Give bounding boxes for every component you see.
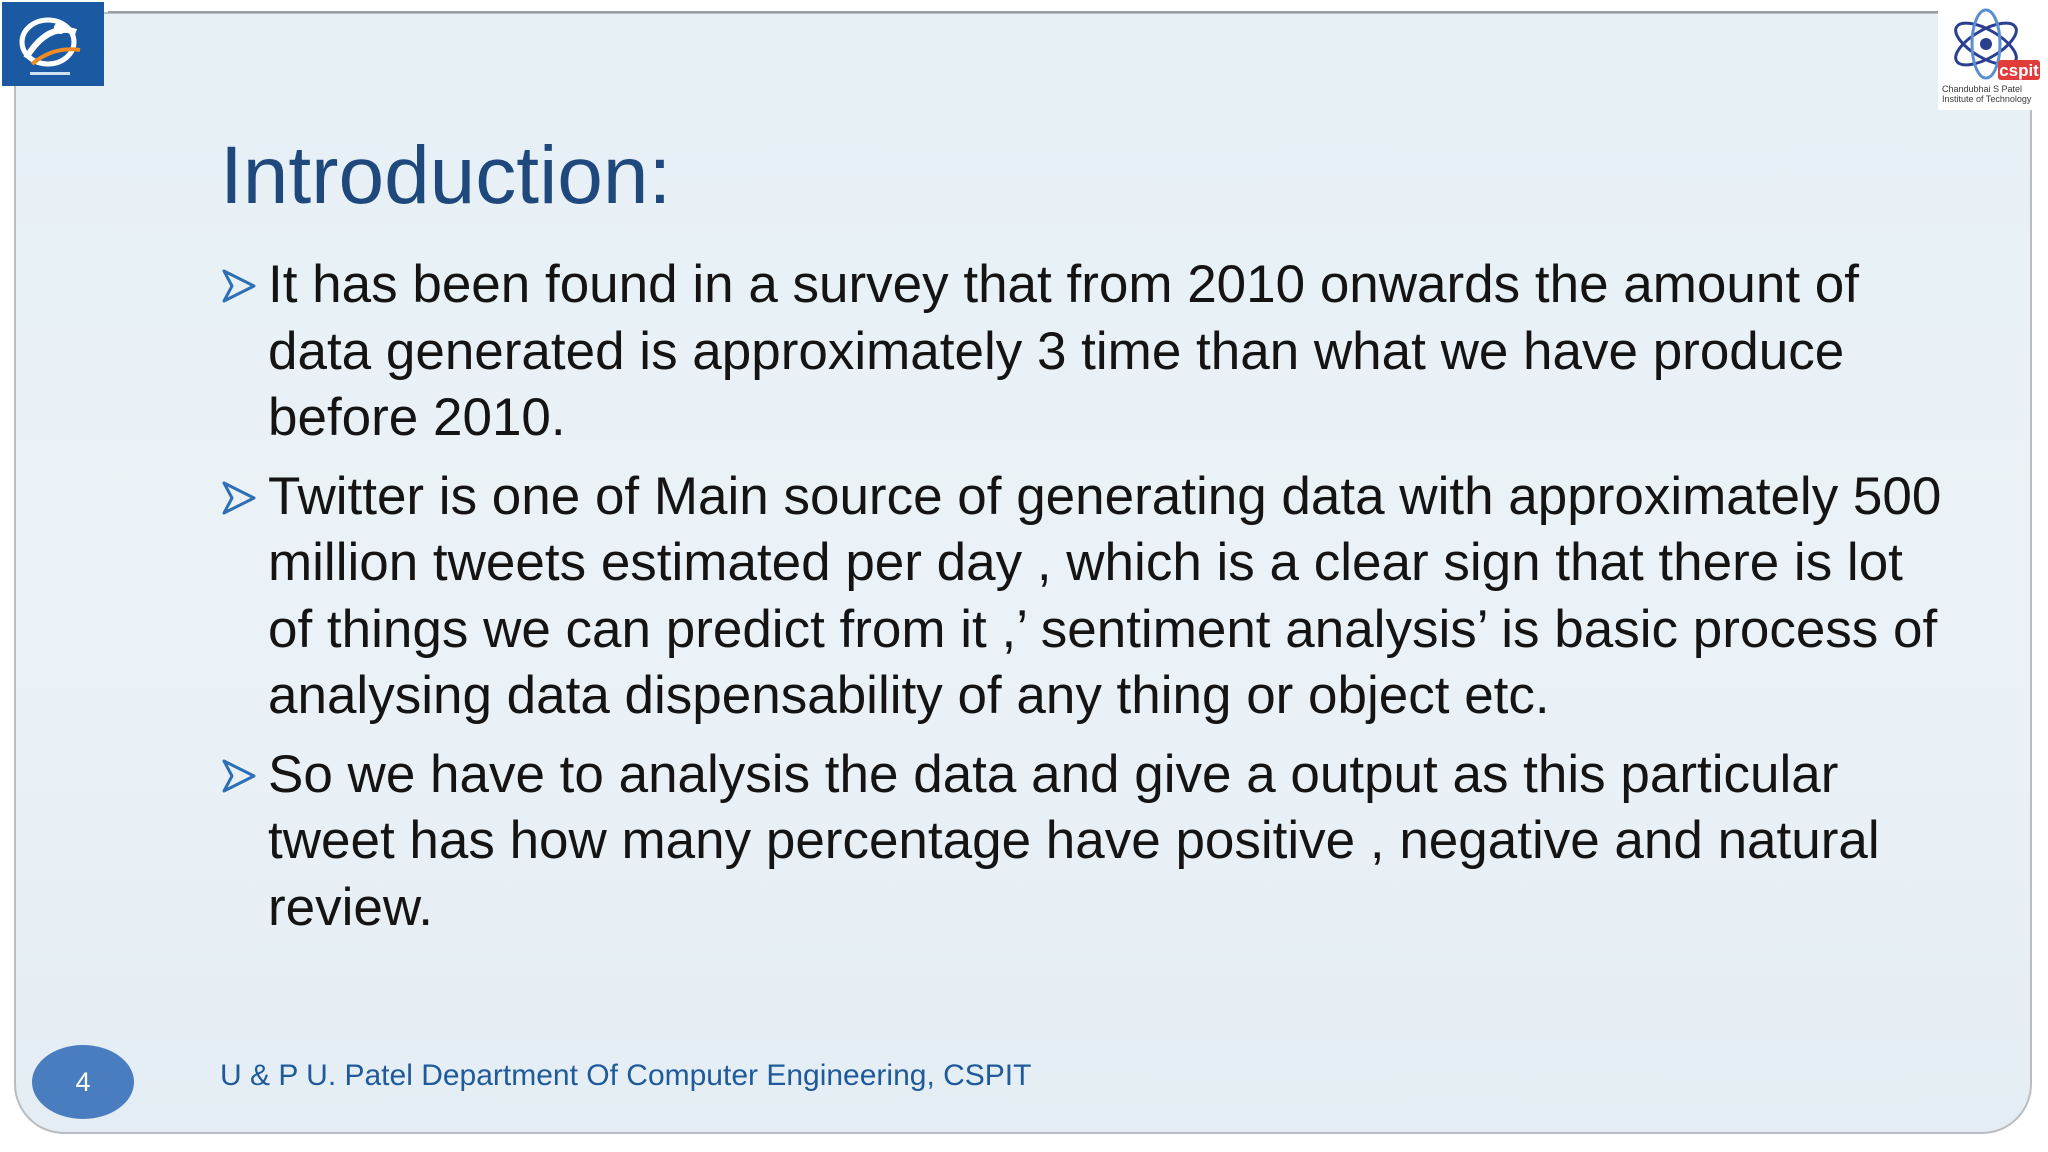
bullet-list xyxy=(222,252,1942,953)
slide-title: Introduction: xyxy=(220,130,672,221)
bullet-text: It has been found in a survey that from 2010 onwards the amount of data generated is approximately 3 time than what we have produce before 2010. xyxy=(268,255,1859,447)
bullet-item xyxy=(222,464,1942,730)
arrow-bullet-icon xyxy=(222,759,256,793)
atom-icon xyxy=(1938,4,2044,84)
page-number-badge: 4 xyxy=(32,1045,134,1119)
bullet-text: So we have to analysis the data and give a output as this particular tweet has how many percentage have positive , negative and natural review. xyxy=(268,744,1880,937)
bullet-item xyxy=(222,742,1942,942)
bullet-text: Twitter is one of Main source of generating data with approximately 500 million tweets estimated per day , which is a clear sign that there is lot of things we can predict from it ,’ sentiment analysis’ is basic process of analysing data dispensability of any thing or object etc. xyxy=(268,466,1942,725)
footer-text: U & P U. Patel Department Of Computer Engineering, CSPIT xyxy=(220,1059,1032,1092)
cspit-wordmark: cspit xyxy=(1999,61,2039,80)
cspit-logo xyxy=(1938,4,2044,110)
bullet-item xyxy=(222,252,1942,452)
arrow-bullet-icon xyxy=(222,269,256,303)
top-divider xyxy=(108,11,1938,13)
university-logo-icon xyxy=(2,2,104,86)
cspit-logo-caption: Chandubhai S Patel Institute of Technology xyxy=(1942,84,2032,104)
university-logo xyxy=(2,2,104,86)
arrow-bullet-icon xyxy=(222,481,256,515)
